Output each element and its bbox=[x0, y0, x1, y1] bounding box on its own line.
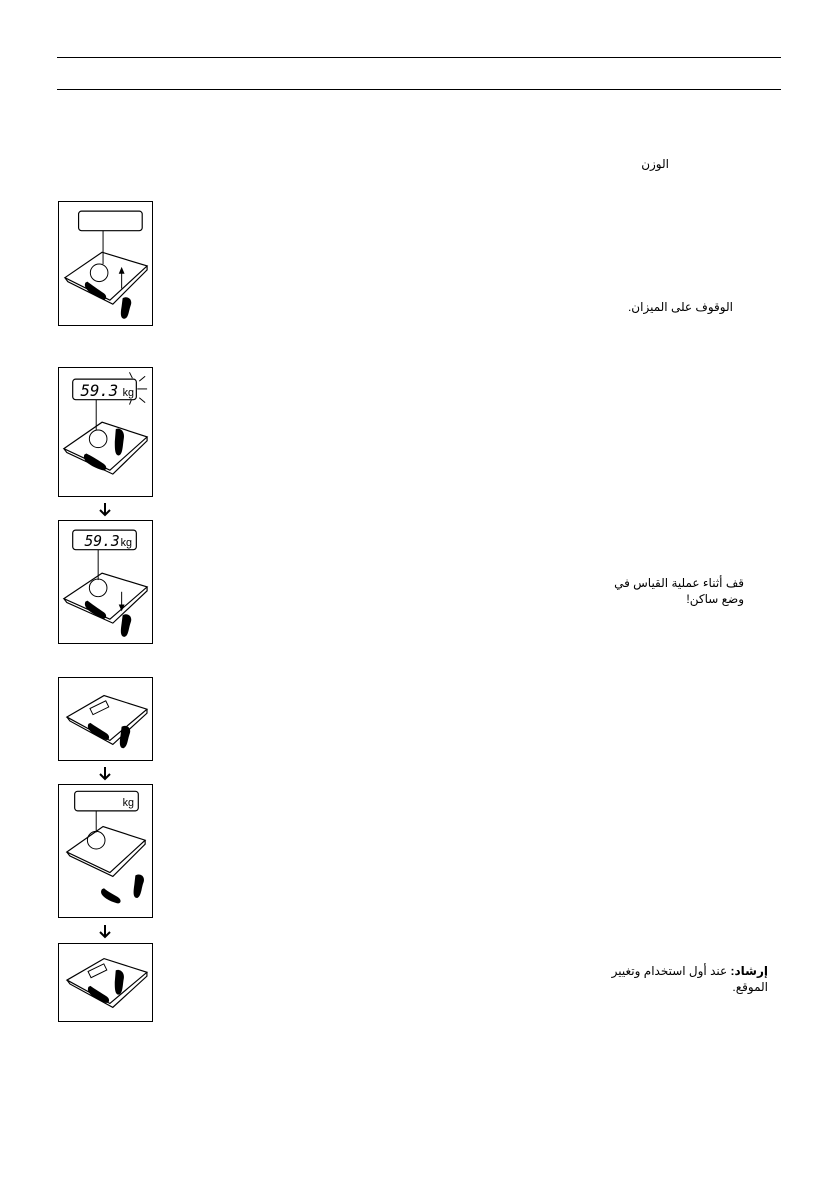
scale-step-on-icon bbox=[59, 202, 152, 325]
arrow-down-icon bbox=[97, 923, 113, 939]
zero-unit: kg bbox=[122, 796, 134, 809]
scale-measuring-illustration bbox=[58, 367, 153, 497]
scale-idle-illustration bbox=[58, 677, 153, 761]
hint-text: عند أول استخدام وتغيير bbox=[611, 964, 731, 978]
measuring-unit: kg bbox=[122, 386, 134, 399]
scale-zero-icon bbox=[59, 785, 152, 917]
hint-line2: الموقع. bbox=[732, 980, 768, 994]
step2-text-line1: قف أثناء عملية القياس في bbox=[614, 576, 744, 590]
final-value: 59.3 bbox=[84, 532, 120, 550]
scale-step-off-illustration bbox=[58, 520, 153, 644]
measuring-value: 59.3 bbox=[80, 380, 119, 400]
step2-text-line2: وضع ساكن! bbox=[686, 592, 744, 606]
header-rule-top bbox=[57, 57, 781, 58]
scale-zero-illustration bbox=[58, 784, 153, 918]
final-unit: kg bbox=[120, 536, 133, 549]
arrow-down-icon bbox=[97, 765, 113, 781]
scale-step-on-illustration bbox=[58, 201, 153, 326]
step1-text: الوقوف على الميزان. bbox=[627, 300, 733, 314]
header-rule-bottom bbox=[57, 89, 781, 90]
scale-ready-icon bbox=[59, 944, 152, 1021]
scale-idle-icon bbox=[59, 678, 152, 760]
scale-flashing-icon bbox=[59, 368, 152, 496]
arrow-down-icon bbox=[97, 501, 113, 517]
hint-label: إرشاد: bbox=[730, 964, 768, 978]
scale-ready-illustration bbox=[58, 943, 153, 1022]
hint-line1 bbox=[612, 964, 768, 979]
scale-step-off-icon bbox=[59, 521, 152, 643]
section-title: الوزن bbox=[641, 157, 669, 171]
